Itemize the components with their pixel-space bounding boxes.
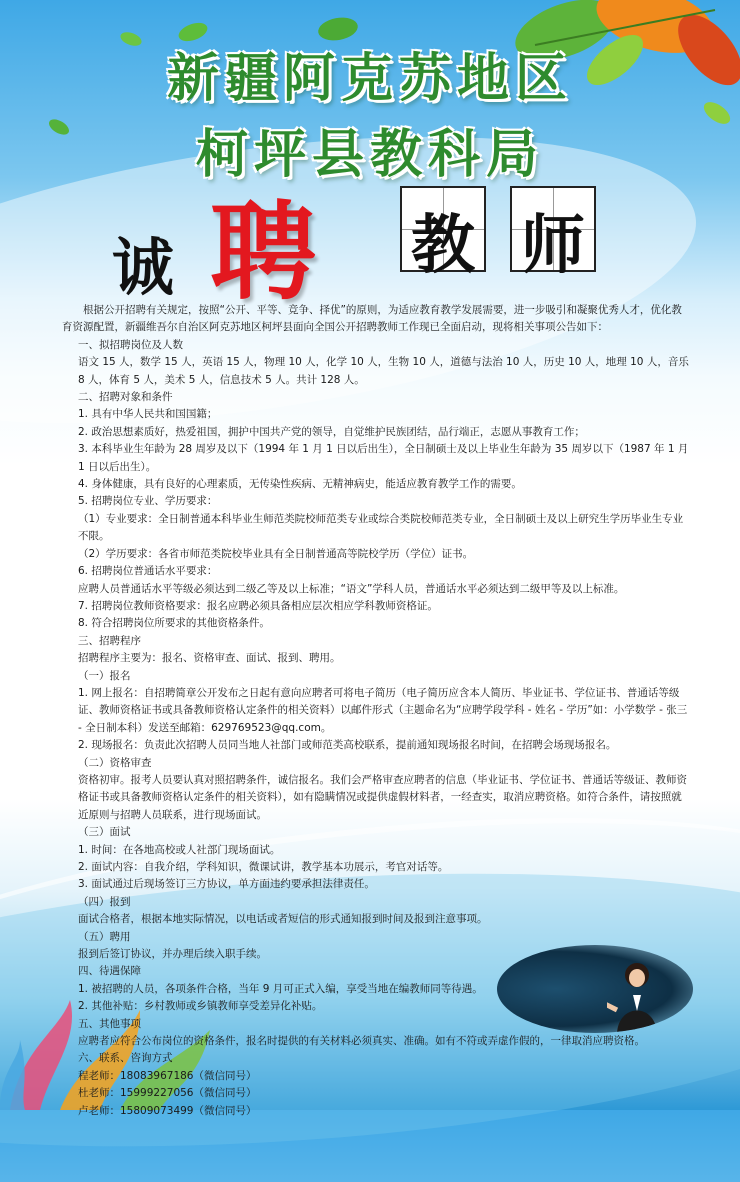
headline-jiao: 教: [411, 208, 475, 283]
list-item: 1. 具有中华人民共和国国籍；: [78, 408, 218, 421]
list-item: 1. 被招聘的人员，各项条件合格，当年 9 月可正式入编，享受当地在编教师同等待遇。: [78, 982, 483, 995]
section-title: 五、其他事项: [78, 1017, 141, 1030]
section-text: 应聘者应符合公布岗位的资格条件，报名时提供的有关材料必须真实、准确。如有不符或弄虚作假的，一律取消应聘资格。: [78, 1035, 645, 1048]
contact-line: 卢老师：15809073499（微信同号）: [78, 1104, 257, 1117]
headline-box-shi: [510, 186, 596, 283]
list-item: 4. 身体健康，具有良好的心理素质，无传染性疾病、无精神病史，能适应教育教学工作的需要。: [78, 478, 522, 491]
headline-cheng: 诚: [112, 231, 175, 304]
section-title: 二、招聘对象和条件: [78, 391, 173, 404]
list-item: （2）学历要求：各省市师范类院校毕业具有全日制普通高等院校学历（学位）证书。: [78, 547, 474, 560]
list-item: 5. 招聘岗位专业、学历要求：: [78, 495, 218, 508]
section-text: 语文 15 人，数学 15 人，英语 15 人，物理 10 人，化学 10 人，生物 10 人，道德与法治 10 人，历史 10 人，地理 10 人，音乐 8 人，体育 5 人，美术 5 人，信息技术 5 人。共计 128 人。: [78, 356, 689, 386]
subsection-title: （五）聘用: [78, 930, 131, 943]
contact-line: 程老师：18083967186（微信同号）: [78, 1069, 257, 1082]
title-line-region: 新疆阿克苏地区: [166, 49, 573, 109]
subsection-title: （四）报到: [78, 895, 131, 908]
section-text: 面试合格者，根据本地实际情况，以电话或者短信的形式通知报到时间及报到注意事项。: [78, 913, 488, 926]
list-item: 1. 时间：在各地高校或人社部门现场面试。: [78, 843, 281, 856]
teacher-photo: [497, 945, 693, 1033]
list-item: 2. 政治思想素质好，热爱祖国，拥护中国共产党的领导，自觉维护民族团结，品行端正，志愿从事教育工作；: [78, 425, 585, 438]
subsection-title: （二）资格审查: [78, 756, 152, 769]
list-item: 7. 招聘岗位教师资格要求：报名应聘必须具备相应层次相应学科教师资格证。: [78, 599, 438, 612]
section-text: 招聘程序主要为：报名、资格审查、面试、报到、聘用。: [78, 652, 341, 665]
list-item: 3. 本科毕业生年龄为 28 周岁及以下（1994 年 1 月 1 日以后出生），全日制硕士及以上毕业生年龄为 35 周岁以下（1987 年 1 月 1 日以后出生）。: [78, 443, 689, 473]
list-item: 1. 网上报名：自招聘简章公开发布之日起有意向应聘者可将电子简历（电子简历应含本人简历、毕业证书、学位证书、普通话等级证、教师资格证书或具备教师资格认定条件的相关资料）以邮件形式（主题命名为“应聘学段学科 - 姓名 - 学历”如：小学数学 - 张三 - 全日制本科）发送至邮箱：629769523@qq.com。: [78, 686, 688, 734]
section-title: 一、拟招聘岗位及人数: [78, 338, 183, 351]
list-item: 2. 现场报名：负责此次招聘人员同当地人社部门或师范类高校联系，提前通知现场报名时间，在招聘会场现场报名。: [78, 739, 617, 752]
headline-shi: 师: [521, 208, 585, 283]
intro-paragraph: 根据公开招聘有关规定，按照“公开、平等、竞争、择优”的原则，为适应教育教学发展需要，进一步吸引和凝聚优秀人才，优化教育资源配置，新疆维吾尔自治区阿克苏地区柯坪县面向全国公开招聘教师工作现已全面启动，现将相关事项公告如下：: [62, 304, 682, 334]
teacher-figure-icon: [607, 955, 667, 1033]
section-title: 六、联系、咨询方式: [78, 1052, 173, 1065]
list-item: 2. 面试内容：自我介绍，学科知识，微课试讲，教学基本功展示，考官对话等。: [78, 861, 449, 873]
list-item: 2. 其他补贴：乡村教师或乡镇教师享受差异化补贴。: [78, 1000, 323, 1013]
subsection-title: （一）报名: [78, 669, 131, 682]
contact-line: 杜老师：15999227056（微信同号）: [78, 1087, 257, 1100]
section-text: 资格初审。报考人员要认真对照招聘条件，诚信报名。我们会严格审查应聘者的信息（毕业证书、学位证书、普通话等级证、教师资格证书或具备教师资格认定条件的相关资料），如有隐瞒情况或提供虚假材料者，一经查实，取消应聘资格。如符合条件，请按照就近原则与招聘人员联系，进行现场面试。: [78, 773, 687, 821]
subsection-title: （三）面试: [78, 826, 131, 839]
list-item: 3. 面试通过后现场签订三方协议，单方面违约要承担法律责任。: [78, 878, 375, 891]
list-item: （1）专业要求：全日制普通本科毕业生师范类院校师范类专业或综合类院校师范类专业，全日制硕士及以上研究生学历毕业生专业不限。: [78, 512, 684, 543]
list-item: 8. 符合招聘岗位所要求的其他资格条件。: [78, 617, 270, 630]
list-item: 6. 招聘岗位普通话水平要求：: [78, 565, 218, 578]
section-title: 三、招聘程序: [78, 634, 141, 647]
title-line-bureau: 柯坪县教科局: [195, 125, 544, 185]
headline-box-jiao: [400, 186, 486, 283]
section-text: 报到后签订协议，并办理后续入职手续。: [78, 948, 267, 961]
list-item: 应聘人员普通话水平等级必须达到二级乙等及以上标准；“语文”学科人员，普通话水平必须达到二级甲等及以上标准。: [78, 582, 625, 595]
headline-pin: 聘: [210, 189, 316, 314]
section-title: 四、待遇保障: [78, 965, 141, 978]
